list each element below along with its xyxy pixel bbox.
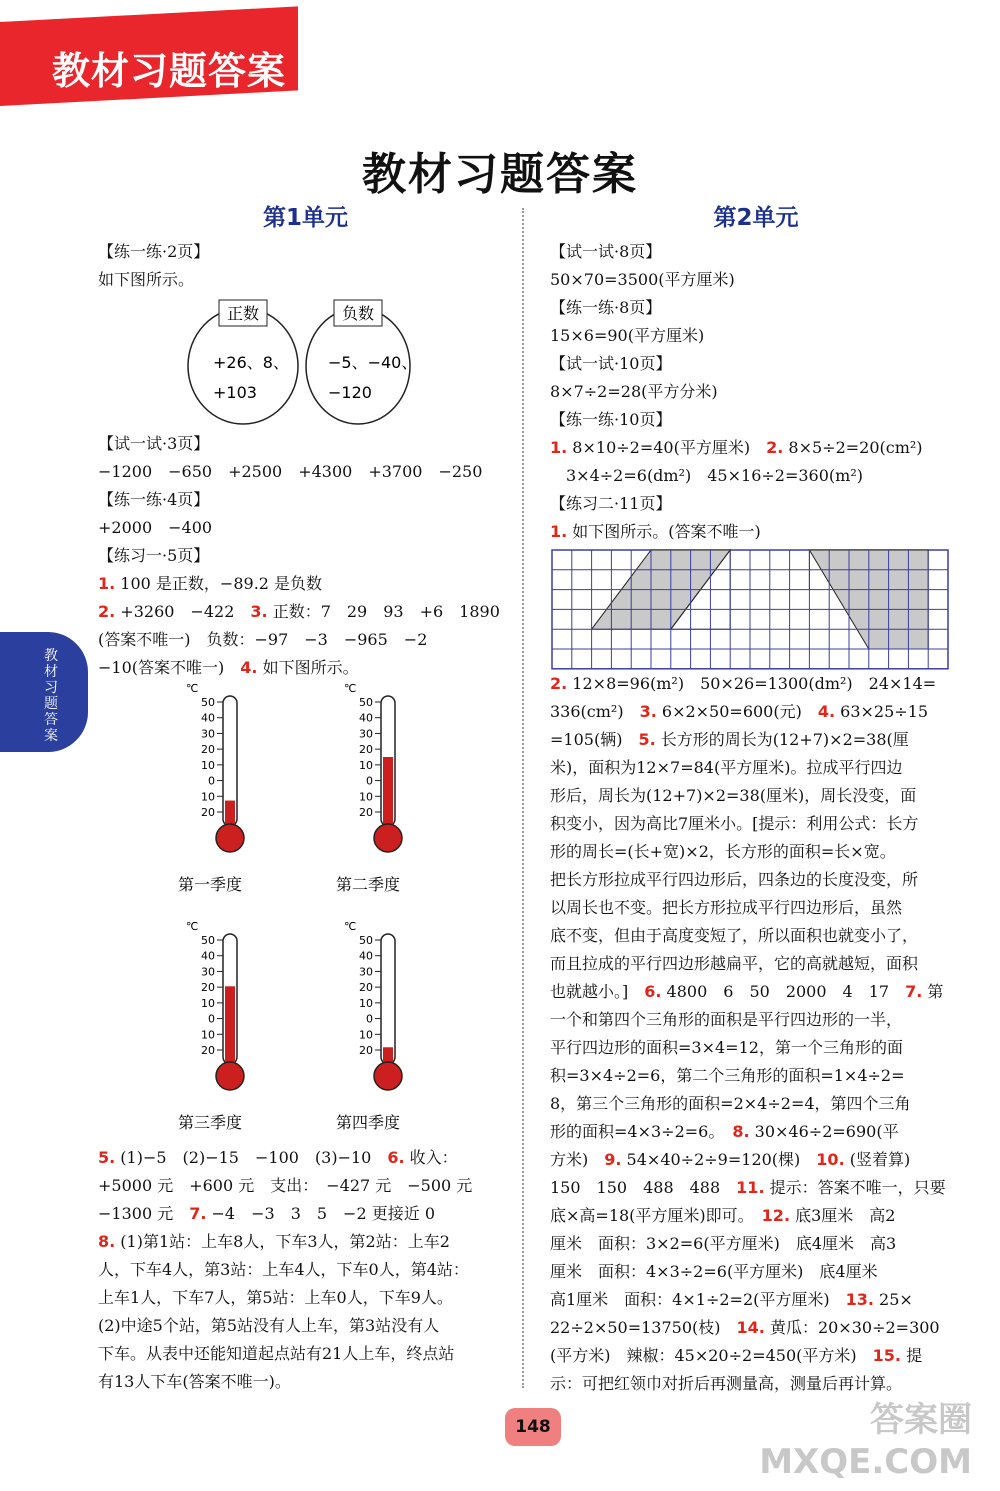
answer-line: 2. +3260 −422 3. 正数：7 29 93 +6 1890 — [98, 602, 500, 621]
quarter-label: 第四季度 — [335, 1113, 401, 1132]
quarter-label: 第三季度 — [177, 1113, 243, 1132]
watermark-line-2: MXQE.COM — [759, 1442, 972, 1482]
thermometer-figure — [98, 682, 513, 1144]
answer-line: 也就越小。] 6. 4800 6 50 2000 4 17 7. 第 — [550, 982, 944, 1001]
section-heading: 【练一练·4页】 — [98, 490, 210, 509]
mercury-column — [225, 986, 235, 1066]
section-heading: 【练一练·2页】 — [98, 242, 210, 261]
tick-label: 20 — [201, 806, 215, 819]
answer-line: 人，下车4人，第3站：上车4人，下车0人，第4站： — [98, 1260, 469, 1279]
page-title: 教材习题答案 — [362, 149, 638, 200]
tick-label: 40 — [359, 949, 373, 963]
question-number: 4. — [817, 702, 836, 721]
question-number: 6. — [644, 982, 662, 1001]
thermometer-bulb — [216, 1062, 244, 1090]
mercury-column — [383, 757, 393, 828]
thermometer-bulb — [216, 824, 244, 852]
question-number: 7. — [905, 982, 923, 1001]
unit-label: ℃ — [186, 920, 199, 933]
question-number: 9. — [604, 1150, 622, 1169]
answer-line: +2000 −400 — [98, 518, 213, 537]
tick-label: 50 — [201, 934, 215, 947]
tick-label: 20 — [201, 981, 215, 995]
tick-label: 10 — [201, 758, 215, 772]
question-number: 3. — [250, 602, 268, 621]
negative-label: 负数 — [341, 304, 375, 323]
answer-line: 22÷2×50=13750(枝) 14. 黄瓜：20×30÷2=300 — [550, 1318, 940, 1337]
answer-line: 1. 8×10÷2=40(平方厘米) 2. 8×5÷2=20(cm²) — [550, 438, 923, 457]
answer-line: 而且拉成的平行四边形越扁平，它的高就越短，面积 — [550, 954, 919, 973]
tick-label: 10 — [201, 1028, 215, 1042]
question-number: 15. — [872, 1346, 901, 1365]
question-number: 1. — [98, 574, 116, 593]
answer-line: 1. 100 是正数，−89.2 是负数 — [98, 574, 323, 593]
watermark — [759, 1399, 972, 1483]
section-heading: 【练一练·8页】 — [550, 298, 662, 317]
tick-label: 50 — [201, 696, 215, 709]
side-tab-label: 教材习题答案 — [44, 648, 58, 744]
venn-diagram — [98, 294, 513, 430]
unit-label: ℃ — [344, 920, 357, 933]
answer-line: 形的周长=(长+宽)×2，长方形的面积=长×宽。 — [550, 842, 896, 861]
answer-line: 有13人下车(答案不唯一)。 — [98, 1372, 291, 1391]
quarter-label: 第二季度 — [335, 875, 401, 894]
unit-label: ℃ — [344, 682, 357, 695]
positive-label: 正数 — [226, 304, 260, 323]
positive-values-2: +103 — [213, 383, 257, 402]
section-heading: 【试一试·10页】 — [550, 354, 672, 373]
positive-values-1: +26、8、 — [213, 353, 289, 372]
thermometer-svg — [98, 682, 513, 1144]
question-number: 11. — [736, 1178, 765, 1197]
venn-svg — [98, 294, 513, 430]
answer-line: 方米) 9. 54×40÷2÷9=120(棵) 10. (竖着算) — [550, 1150, 911, 1169]
tick-label: 20 — [201, 1044, 215, 1057]
section-heading: 【试一试·8页】 — [550, 242, 662, 261]
tick-label: 40 — [359, 711, 373, 725]
question-number: 14. — [736, 1318, 765, 1337]
answer-line: 下车。从表中还能知道起点站有21人上车，终点站 — [98, 1344, 455, 1363]
answer-line: 5. (1)−5 (2)−15 −100 (3)−10 6. 收入： — [98, 1148, 458, 1167]
tick-label: 20 — [359, 1044, 373, 1057]
answer-line: 上车1人，下车7人，第5站：上车0人，下车9人。 — [98, 1288, 453, 1307]
answer-line: +5000 元 +600 元 支出： −427 元 −500 元 — [98, 1176, 473, 1195]
answer-line: 8，第三个三角形的面积=2×4÷2=4，第四个三角 — [550, 1094, 911, 1113]
negative-values-1: −5、−40、 — [328, 353, 418, 372]
answer-line: 平行四边形的面积=3×4=12，第一个三角形的面 — [550, 1038, 903, 1057]
answer-line: 一个和第四个三角形的面积是平行四边形的一半， — [550, 1010, 903, 1029]
answer-line: 高1厘米 面积：4×1÷2=2(平方厘米) 13. 25× — [550, 1290, 913, 1309]
answer-line: −1300 元 7. −4 −3 3 5 −2 更接近 0 — [98, 1204, 435, 1223]
section-heading: 【练习二·11页】 — [550, 494, 672, 513]
tick-label: 10 — [359, 1028, 373, 1042]
answer-line: 把长方形拉成平行四边形后，四条边的长度没变，所 — [550, 870, 919, 889]
thermometer-tube — [381, 934, 395, 1064]
watermark-line-1: 答案圈 — [870, 1400, 972, 1440]
unit-heading-1: 第1单元 — [262, 205, 348, 231]
question-number: 4. — [240, 658, 258, 677]
tick-label: 10 — [359, 996, 373, 1010]
question-number: 2. — [766, 438, 784, 457]
answer-line: (答案不唯一) 负数：−97 −3 −965 −2 — [98, 630, 428, 649]
tick-label: 30 — [201, 727, 215, 741]
tick-label: 0 — [208, 1012, 215, 1026]
answer-line: 8×7÷2=28(平方分米) — [550, 382, 718, 401]
thermometer-bulb — [374, 824, 402, 852]
answer-line: 形后，周长为(12+7)×2=38(厘米)，周长没变，面 — [550, 786, 917, 805]
answer-line: 1. 如下图所示。(答案不唯一) — [550, 522, 761, 541]
answer-line: 底不变，但由于高度变短了，所以面积也就变小了， — [550, 926, 919, 945]
answer-line: 示：可把红领巾对折后再测量高，测量后再计算。 — [550, 1374, 903, 1393]
answer-line: 厘米 面积：4×3÷2=6(平方厘米) 底4厘米 — [550, 1262, 878, 1281]
answer-line: 积=3×4÷2=6，第二个三角形的面积=1×4÷2= — [550, 1066, 905, 1085]
question-number: 10. — [816, 1150, 845, 1169]
grid-figure — [550, 546, 962, 670]
answer-line: 形的面积=4×3÷2=6。 8. 30×46÷2=690(平 — [550, 1122, 899, 1141]
tick-label: 0 — [366, 1012, 373, 1026]
question-number: 8. — [732, 1122, 750, 1141]
column-divider — [522, 208, 524, 1388]
answer-line: 2. 12×8=96(m²) 50×26=1300(dm²) 24×14= — [550, 674, 937, 693]
question-number: 6. — [387, 1148, 405, 1167]
answer-line: 如下图所示。 — [98, 270, 195, 289]
question-number: 2. — [550, 674, 568, 693]
unit-label: ℃ — [186, 682, 199, 695]
answer-line: (2)中途5个站，第5站没有人上车，第3站没有人 — [98, 1316, 440, 1335]
grid-svg — [550, 546, 962, 670]
banner-title: 教材习题答案 — [52, 49, 287, 93]
question-number: 1. — [550, 522, 568, 541]
answer-line: 50×70=3500(平方厘米) — [550, 270, 735, 289]
question-number: 1. — [550, 438, 568, 457]
question-number: 5. — [638, 730, 656, 749]
left-column — [98, 200, 513, 1396]
tick-label: 50 — [359, 696, 373, 709]
tick-label: 50 — [359, 934, 373, 947]
answer-line: −10(答案不唯一) 4. 如下图所示。 — [98, 658, 359, 677]
tick-label: 10 — [359, 758, 373, 772]
tick-label: 40 — [201, 949, 215, 963]
tick-label: 10 — [359, 790, 373, 804]
question-number: 2. — [98, 602, 116, 621]
question-number: 8. — [98, 1232, 116, 1251]
page-number: 148 — [505, 1408, 561, 1446]
tick-label: 20 — [359, 981, 373, 995]
question-number: 7. — [189, 1204, 207, 1223]
answer-line: (平方米) 辣椒：45×20÷2=450(平方米) 15. 提 — [550, 1346, 923, 1365]
answer-line: 8. (1)第1站：上车8人，下车3人，第2站：上车2 — [98, 1232, 450, 1251]
section-heading: 【试一试·3页】 — [98, 434, 210, 453]
question-number: 5. — [98, 1148, 116, 1167]
section-heading: 【练习一·5页】 — [98, 546, 210, 565]
answer-line: 积变小，因为高比7厘米小。[提示：利用公式：长方 — [550, 814, 919, 833]
answer-line: 底×高=18(平方厘米)即可。 12. 底3厘米 高2 — [550, 1206, 896, 1225]
tick-label: 0 — [366, 774, 373, 788]
tick-label: 40 — [201, 711, 215, 725]
tick-label: 10 — [201, 790, 215, 804]
answer-line: 以周长也不变。把长方形拉成平行四边形后，虽然 — [550, 898, 903, 917]
answer-line: 3×4÷2=6(dm²) 45×16÷2=360(m²) — [566, 466, 863, 485]
tick-label: 20 — [359, 743, 373, 757]
negative-values-2: −120 — [328, 383, 372, 402]
tick-label: 30 — [201, 965, 215, 979]
section-heading: 【练一练·10页】 — [550, 410, 672, 429]
answer-line: =105(辆) 5. 长方形的周长为(12+7)×2=38(厘 — [550, 730, 909, 749]
tick-label: 20 — [359, 806, 373, 819]
tick-label: 10 — [201, 996, 215, 1010]
answer-line: 150 150 488 488 11. 提示：答案不唯一，只要 — [550, 1178, 946, 1197]
answer-line: −1200 −650 +2500 +4300 +3700 −250 — [98, 462, 483, 481]
tick-label: 20 — [201, 743, 215, 757]
quarter-label: 第一季度 — [177, 875, 243, 894]
tick-label: 0 — [208, 774, 215, 788]
question-number: 13. — [845, 1290, 874, 1309]
thermometer-bulb — [374, 1062, 402, 1090]
question-number: 12. — [761, 1206, 791, 1225]
tick-label: 30 — [359, 965, 373, 979]
tick-label: 30 — [359, 727, 373, 741]
right-column — [550, 200, 962, 1398]
unit-heading-2: 第2单元 — [713, 205, 799, 231]
answer-line: 15×6=90(平方厘米) — [550, 326, 705, 345]
answer-line: 336(cm²) 3. 6×2×50=600(元) 4. 63×25÷15 — [550, 702, 929, 721]
question-number: 3. — [639, 702, 657, 721]
answer-line: 厘米 面积：3×2=6(平方厘米) 底4厘米 高3 — [550, 1234, 897, 1253]
answer-line: 米)，面积为12×7=84(平方厘米)。拉成平行四边 — [550, 758, 903, 777]
